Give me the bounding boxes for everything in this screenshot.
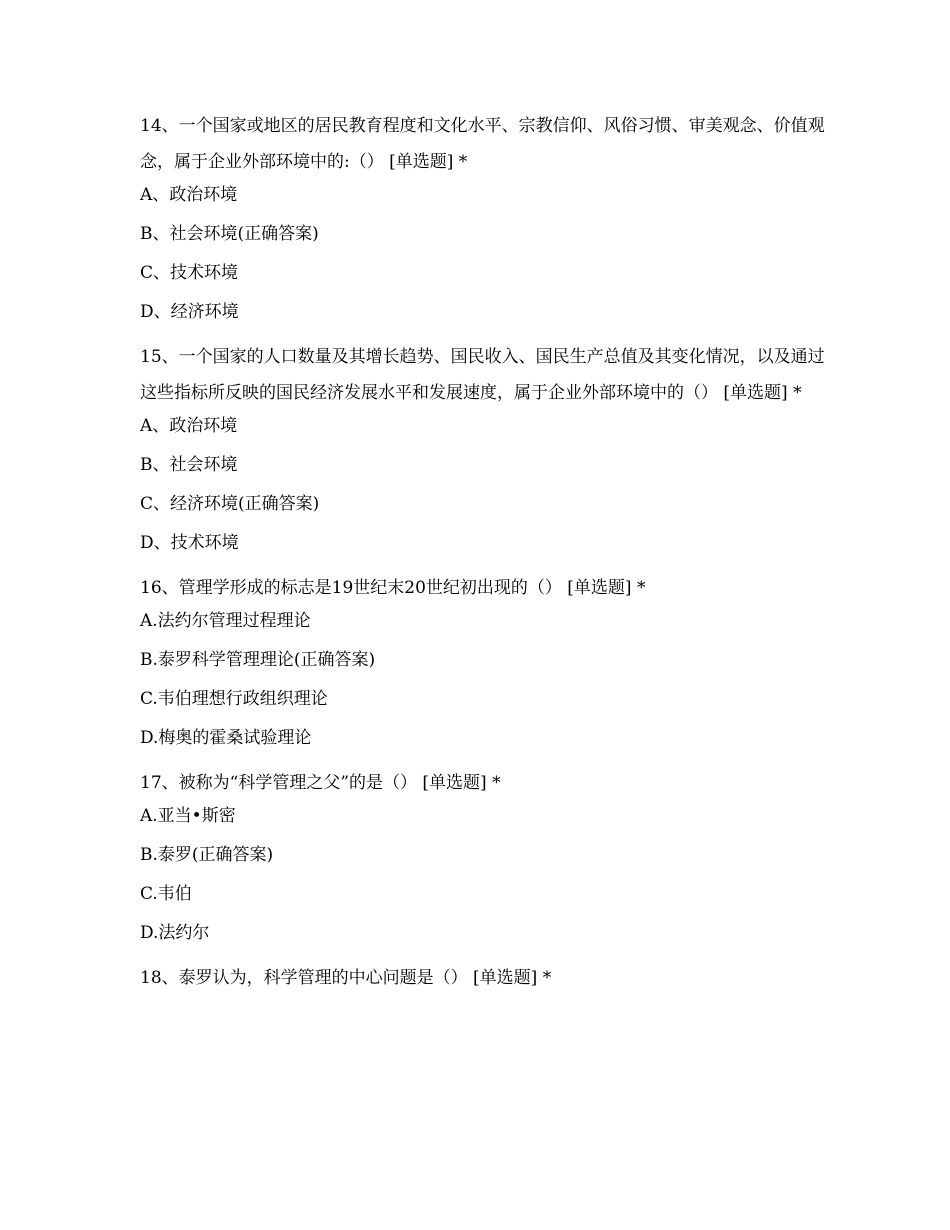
option-a: A、政治环境 — [140, 185, 238, 205]
question-text: 18、泰罗认为，科学管理的中心问题是（） [单选题] * — [140, 968, 552, 988]
question-17 — [140, 765, 830, 945]
question-18 — [140, 960, 830, 996]
question-14 — [140, 108, 830, 324]
question-text: 15、一个国家的人口数量及其增长趋势、国民收入、国民生产总值及其变化情况，以及通过这些指标所反映的国民经济发展水平和发展速度，属于企业外部环境中的（） [单选题] * — [140, 347, 825, 403]
option-d: D、经济环境 — [140, 302, 239, 322]
option-d: D.梅奥的霍桑试验理论 — [140, 728, 312, 748]
question-text: 14、一个国家或地区的居民教育程度和文化水平、宗教信仰、风俗习惯、审美观念、价值观念，属于企业外部环境中的:（） [单选题] * — [140, 116, 825, 172]
question-15 — [140, 339, 830, 555]
option-a: A.亚当•斯密 — [140, 806, 236, 826]
option-a: A、政治环境 — [140, 416, 238, 436]
question-text: 17、被称为“科学管理之父”的是（） [单选题] * — [140, 773, 501, 793]
option-c: C.韦伯理想行政组织理论 — [140, 689, 328, 709]
option-c: C、技术环境 — [140, 263, 239, 283]
option-b: B、社会环境(正确答案) — [140, 224, 319, 244]
option-b: B.泰罗(正确答案) — [140, 845, 274, 865]
option-b: B、社会环境 — [140, 455, 238, 475]
option-d: D、技术环境 — [140, 533, 239, 553]
option-a: A.法约尔管理过程理论 — [140, 611, 311, 631]
question-text: 16、管理学形成的标志是19世纪末20世纪初出现的（） [单选题] * — [140, 578, 646, 598]
option-d: D.法约尔 — [140, 923, 210, 943]
option-c: C.韦伯 — [140, 884, 192, 904]
document-page — [140, 108, 830, 999]
option-b: B.泰罗科学管理理论(正确答案) — [140, 650, 376, 670]
option-c: C、经济环境(正确答案) — [140, 494, 320, 514]
question-16 — [140, 570, 830, 750]
